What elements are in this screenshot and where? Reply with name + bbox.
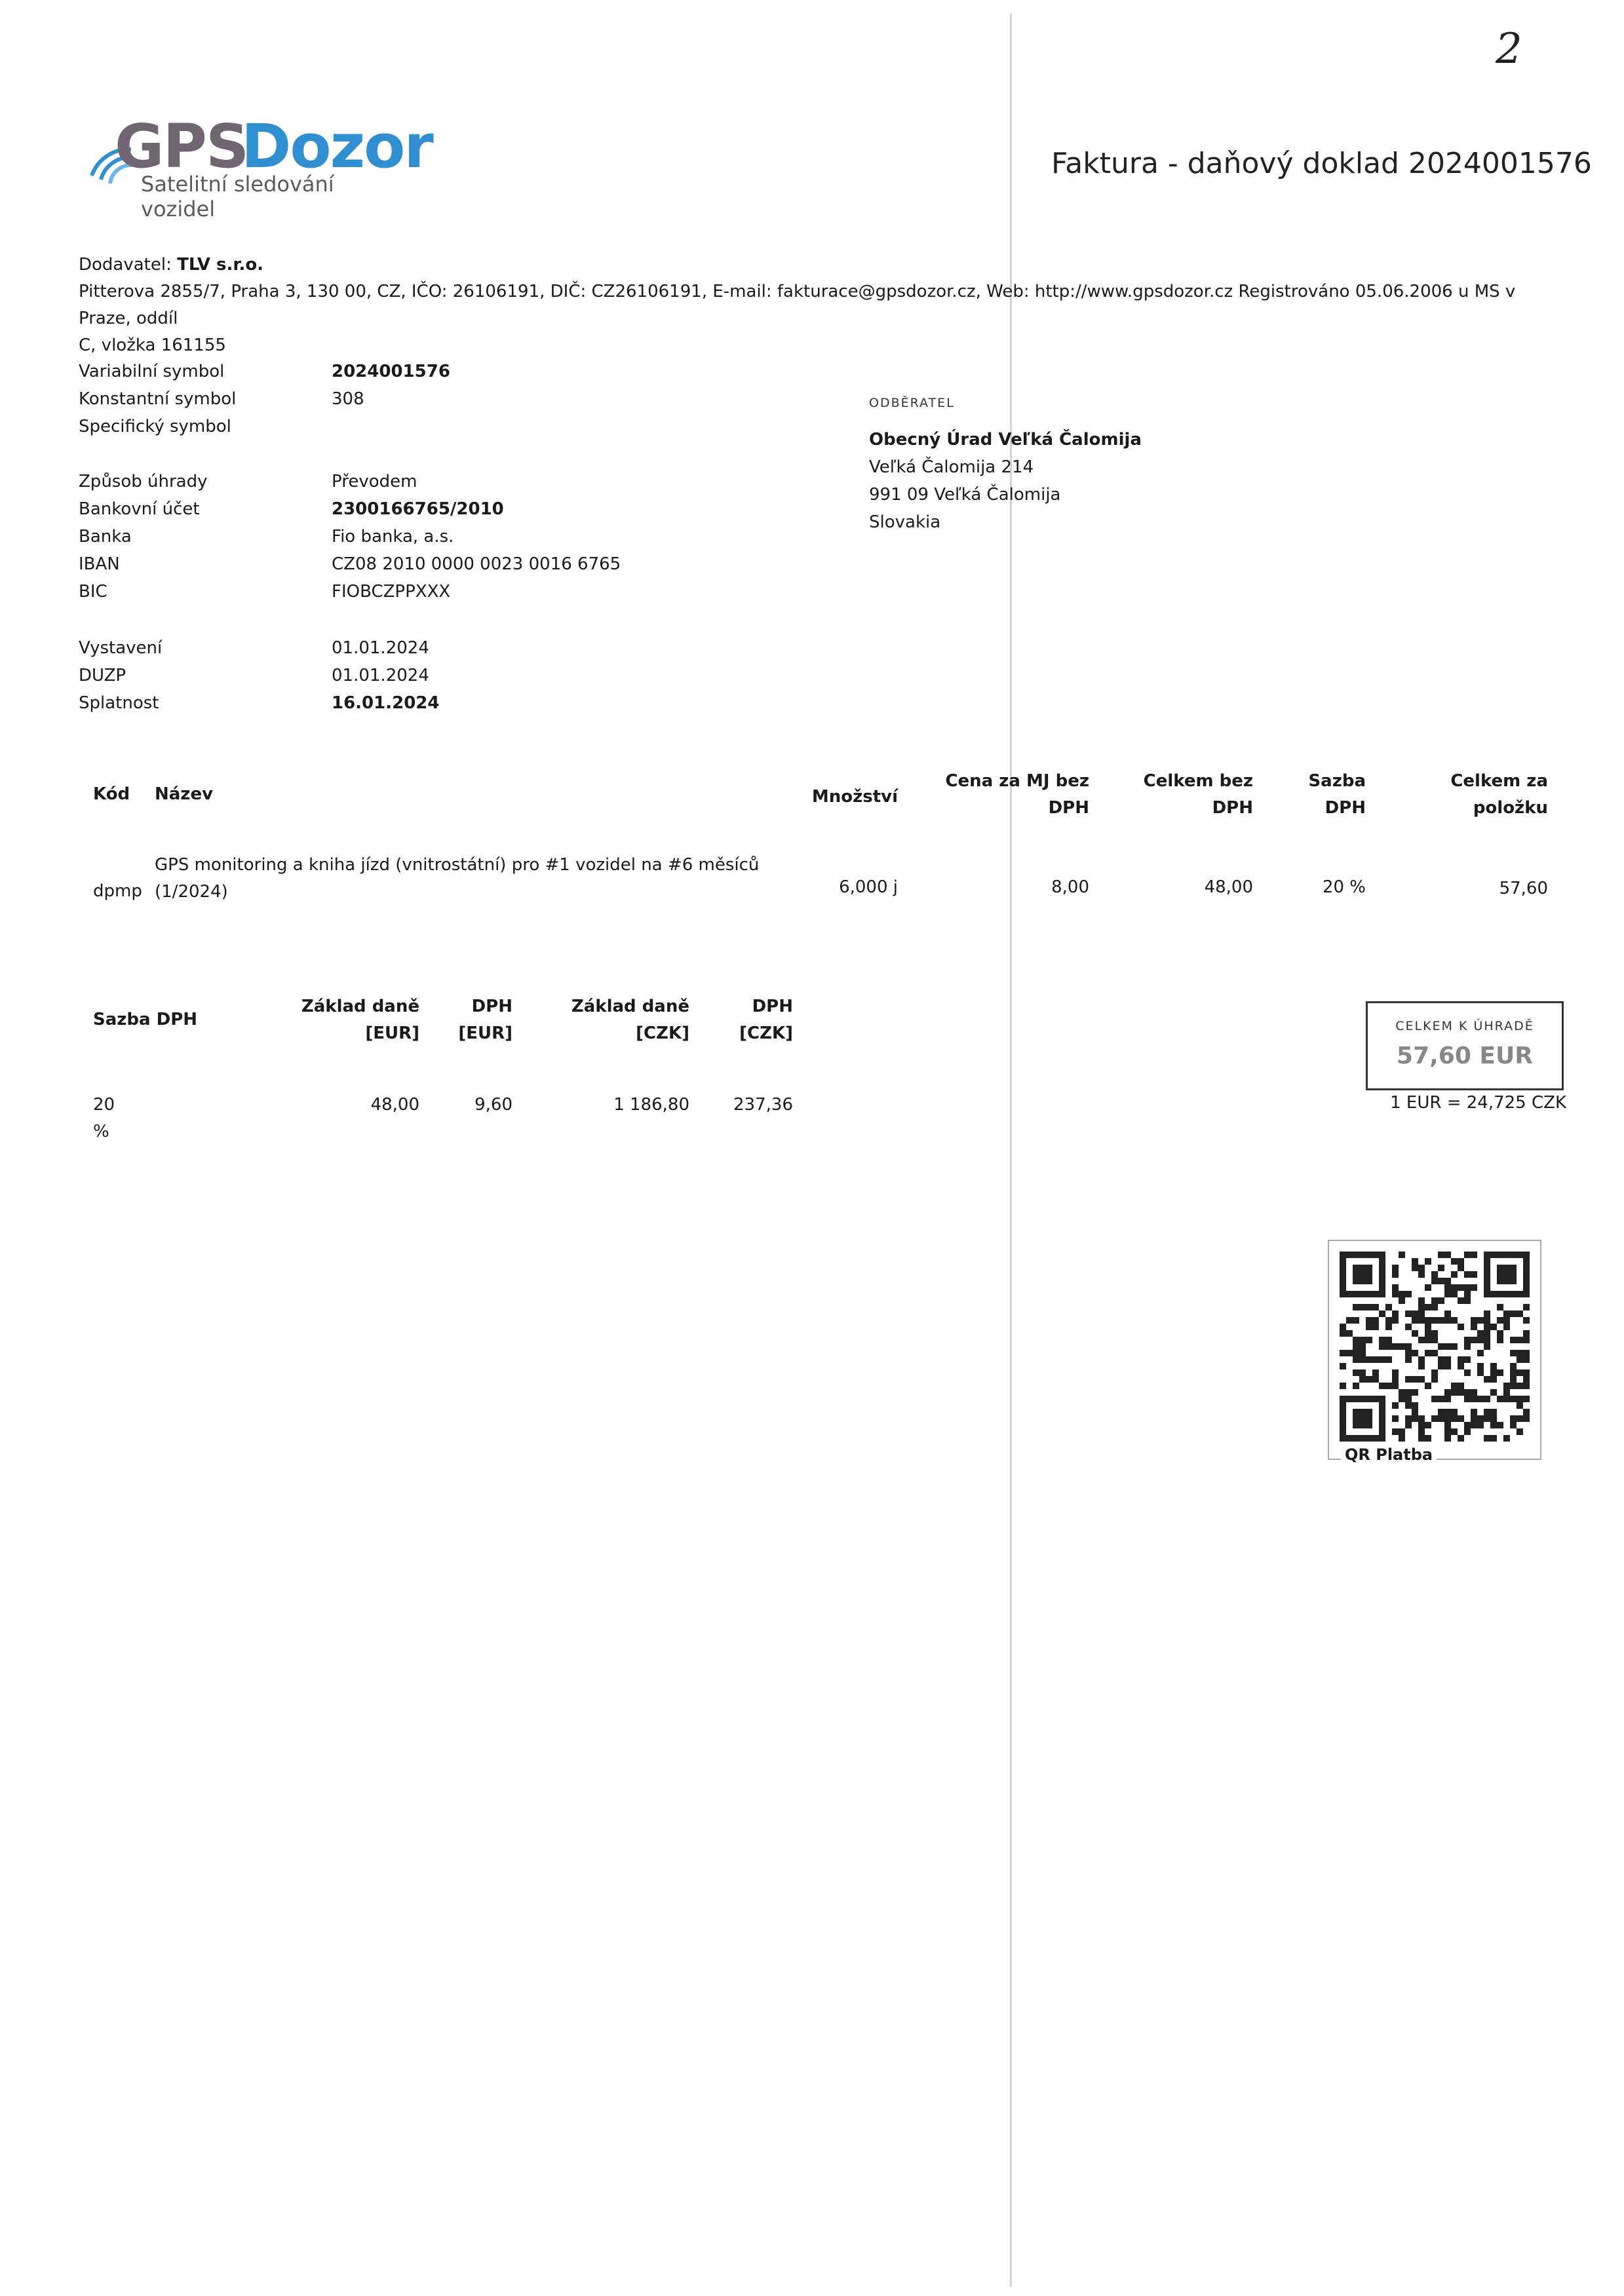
col-header-total-excl-vat: [1101, 768, 1253, 822]
col-header-item-total-line1: Celkem za: [1450, 771, 1548, 791]
bank-label: Banka: [79, 527, 132, 546]
variable-symbol-value: 2024001576: [332, 362, 450, 381]
logo-tagline: Satelitní sledování vozidel: [141, 172, 334, 221]
bank-account-value: 2300166765/2010: [332, 499, 504, 519]
vat-col-header-vat-eur-line1: DPH: [471, 997, 512, 1016]
item-total-excl-vat: 48,00: [1204, 877, 1253, 897]
due-date-label: Splatnost: [79, 693, 159, 713]
qr-code-icon: [1340, 1252, 1530, 1442]
vat-amount-czk: 237,36: [733, 1095, 793, 1115]
col-header-name: Název: [155, 784, 214, 804]
logo-gps-text: GPS: [115, 111, 248, 182]
constant-symbol-label: Konstantní symbol: [79, 389, 237, 409]
col-header-vat-rate: [1271, 768, 1366, 822]
col-header-vat-rate-line1: Sazba: [1308, 771, 1366, 791]
item-unit-price: 8,00: [1051, 877, 1089, 897]
issue-date-label: Vystavení: [79, 638, 163, 658]
bic-value: FIOBCZPPXXX: [332, 582, 451, 602]
customer-street: Veľká Čalomija 214: [869, 457, 1034, 477]
col-header-quantity: Množství: [811, 787, 898, 807]
vat-col-header-base-eur-line1: Základ daně: [301, 997, 419, 1016]
logo-dozor-text: Dozor: [241, 111, 433, 182]
item-code: dpmp: [93, 881, 142, 901]
item-vat-rate: 20 %: [1322, 877, 1366, 897]
iban-value: CZ08 2010 0000 0023 0016 6765: [332, 554, 621, 574]
col-header-total-line1: Celkem bez: [1143, 771, 1253, 791]
vat-col-header-vat-czk: [708, 993, 793, 1047]
specific-symbol-label: Specifický symbol: [79, 417, 231, 436]
vat-base-czk: 1 186,80: [613, 1095, 689, 1115]
due-date-value: 16.01.2024: [332, 693, 440, 713]
item-quantity: 6,000 j: [839, 877, 898, 897]
vat-col-header-base-czk: [537, 993, 689, 1047]
vat-col-header-rate: Sazba DPH: [93, 1010, 198, 1029]
customer-city: 991 09 Veľká Čalomija: [869, 485, 1061, 505]
total-due-value: 57,60 EUR: [1397, 1043, 1533, 1069]
vat-col-header-vat-czk-line1: DPH: [752, 997, 793, 1016]
duzp-label: DUZP: [79, 666, 126, 685]
vat-col-header-base-eur-line2: [EUR]: [365, 1024, 419, 1043]
supplier-name-line: [79, 252, 1553, 278]
col-header-unit-price: [904, 768, 1089, 822]
vat-col-header-vat-eur: [433, 993, 512, 1047]
vat-col-header-base-czk-line1: Základ daně: [571, 997, 689, 1016]
bank-account-label: Bankovní účet: [79, 499, 200, 519]
col-header-item-total-line2: položku: [1473, 798, 1548, 818]
vat-base-eur: 48,00: [370, 1095, 419, 1115]
bank-value: Fio banka, a.s.: [332, 527, 454, 546]
handwritten-page-number: 2: [1496, 25, 1522, 73]
supplier-registration: C, vložka 161155: [79, 335, 226, 355]
qr-payment-label: QR Platba: [1341, 1445, 1437, 1464]
vat-col-header-base-czk-line2: [CZK]: [636, 1024, 689, 1043]
supplier-address: Pitterova 2855/7, Praha 3, 130 00, CZ, IČO: 26106191, DIČ: CZ26106191, E-mail: fakturace@gpsdozor.cz, Web: http://www.gpsdozor.cz Registrováno 05.06.2006 u MS v Praze, oddíl: [79, 282, 1516, 328]
total-due-label: CELKEM K ÚHRADĚ: [1395, 1019, 1534, 1033]
constant-symbol-value: 308: [332, 389, 364, 409]
supplier-name: TLV s.r.o.: [177, 255, 264, 275]
iban-label: IBAN: [79, 554, 120, 574]
item-name-line1: GPS monitoring a kniha jízd (vnitrostátní) pro #1 vozidel na #6 měsíců: [155, 855, 760, 875]
vat-col-header-vat-czk-line2: [CZK]: [739, 1024, 793, 1043]
qr-payment-frame: [1328, 1240, 1541, 1460]
col-header-code: Kód: [93, 784, 130, 804]
payment-method-label: Způsob úhrady: [79, 472, 208, 491]
item-name: [155, 852, 764, 906]
customer-name: Obecný Úrad Veľká Čalomija: [869, 430, 1142, 450]
invoice-title: Faktura - daňový doklad 2024001576: [1051, 147, 1592, 180]
supplier-label: Dodavatel:: [79, 255, 172, 275]
item-total: 57,60: [1499, 879, 1548, 898]
duzp-value: 01.01.2024: [332, 666, 429, 685]
supplier-block: [79, 252, 1553, 359]
item-name-line2: (1/2024): [155, 882, 228, 902]
payment-method-value: Převodem: [332, 472, 417, 491]
col-header-unit-price-line2: DPH: [1048, 798, 1089, 818]
vat-col-header-base-eur: [262, 993, 419, 1047]
exchange-rate: 1 EUR = 24,725 CZK: [1390, 1093, 1566, 1113]
vat-amount-eur: 9,60: [474, 1095, 512, 1115]
customer-country: Slovakia: [869, 512, 941, 532]
col-header-vat-rate-line2: DPH: [1324, 798, 1366, 818]
total-due-box: [1366, 1001, 1564, 1090]
gpsdozor-logo: [85, 111, 433, 221]
vat-rate: 20 %: [93, 1095, 115, 1141]
customer-label: ODBĚRATEL: [869, 396, 955, 410]
col-header-item-total: [1402, 768, 1548, 822]
vat-col-header-vat-eur-line2: [EUR]: [458, 1024, 512, 1043]
issue-date-value: 01.01.2024: [332, 638, 429, 658]
bic-label: BIC: [79, 582, 107, 602]
col-header-unit-price-line1: Cena za MJ bez: [945, 771, 1089, 791]
variable-symbol-label: Variabilní symbol: [79, 362, 225, 381]
col-header-total-line2: DPH: [1212, 798, 1253, 818]
